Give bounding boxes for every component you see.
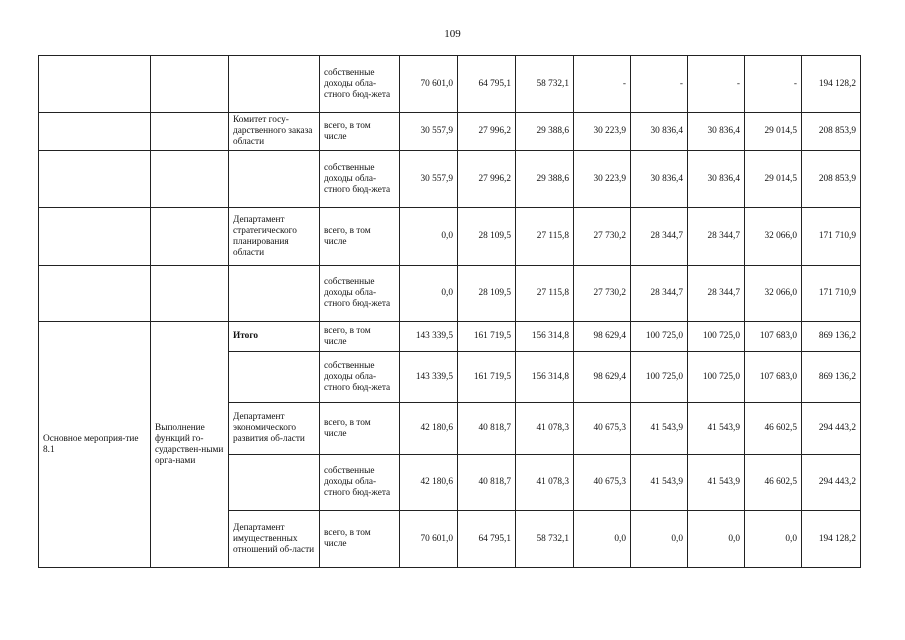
value-cell: 30 836,4 bbox=[688, 113, 745, 151]
value-cell: 64 795,1 bbox=[458, 56, 516, 113]
value-cell: 42 180,6 bbox=[400, 455, 458, 511]
activity-cell bbox=[39, 151, 151, 208]
value-cell: 41 078,3 bbox=[516, 403, 574, 455]
executor-cell bbox=[229, 455, 320, 511]
table-row bbox=[39, 322, 861, 352]
value-cell: 64 795,1 bbox=[458, 511, 516, 568]
activity-name-cell: Выполнение функций го-сударствен-ными орга-нами bbox=[151, 322, 229, 568]
activity-cell bbox=[39, 208, 151, 266]
value-cell: 100 725,0 bbox=[631, 322, 688, 352]
value-cell: 40 675,3 bbox=[574, 403, 631, 455]
value-cell: 143 339,5 bbox=[400, 322, 458, 352]
value-cell: 32 066,0 bbox=[745, 208, 802, 266]
value-cell: 41 543,9 bbox=[688, 455, 745, 511]
value-cell: 0,0 bbox=[400, 208, 458, 266]
table-row bbox=[39, 208, 861, 266]
activity-name-cell bbox=[151, 208, 229, 266]
value-cell: 0,0 bbox=[631, 511, 688, 568]
funding-source-cell: всего, в том числе bbox=[320, 113, 400, 151]
total-cell: 194 128,2 bbox=[802, 511, 861, 568]
total-cell: 869 136,2 bbox=[802, 352, 861, 403]
table-row bbox=[39, 56, 861, 113]
value-cell: 41 543,9 bbox=[688, 403, 745, 455]
value-cell: 100 725,0 bbox=[688, 352, 745, 403]
value-cell: 46 602,5 bbox=[745, 455, 802, 511]
value-cell: 29 388,6 bbox=[516, 151, 574, 208]
page-number: 109 bbox=[444, 28, 461, 40]
value-cell: 100 725,0 bbox=[631, 352, 688, 403]
executor-cell: Департамент имущественных отношений об-ласти bbox=[229, 511, 320, 568]
funding-source-cell: всего, в том числе bbox=[320, 403, 400, 455]
activity-cell bbox=[39, 266, 151, 322]
value-cell: 30 223,9 bbox=[574, 151, 631, 208]
value-cell: - bbox=[631, 56, 688, 113]
value-cell: 29 014,5 bbox=[745, 151, 802, 208]
total-cell: 171 710,9 bbox=[802, 208, 861, 266]
table-row bbox=[39, 113, 861, 151]
value-cell: - bbox=[574, 56, 631, 113]
value-cell: 98 629,4 bbox=[574, 352, 631, 403]
value-cell: 70 601,0 bbox=[400, 511, 458, 568]
value-cell: 107 683,0 bbox=[745, 352, 802, 403]
activity-name-cell bbox=[151, 113, 229, 151]
value-cell: - bbox=[745, 56, 802, 113]
value-cell: 70 601,0 bbox=[400, 56, 458, 113]
value-cell: 30 557,9 bbox=[400, 113, 458, 151]
total-cell: 869 136,2 bbox=[802, 322, 861, 352]
total-cell: 171 710,9 bbox=[802, 266, 861, 322]
value-cell: 98 629,4 bbox=[574, 322, 631, 352]
activity-cell bbox=[39, 113, 151, 151]
value-cell: 28 344,7 bbox=[631, 208, 688, 266]
value-cell: 28 109,5 bbox=[458, 266, 516, 322]
total-cell: 294 443,2 bbox=[802, 455, 861, 511]
activity-name-cell bbox=[151, 56, 229, 113]
value-cell: 107 683,0 bbox=[745, 322, 802, 352]
value-cell: 28 109,5 bbox=[458, 208, 516, 266]
value-cell: 143 339,5 bbox=[400, 352, 458, 403]
value-cell: 41 543,9 bbox=[631, 403, 688, 455]
funding-source-cell: собственные доходы обла-стного бюд-жета bbox=[320, 352, 400, 403]
total-cell: 294 443,2 bbox=[802, 403, 861, 455]
value-cell: 28 344,7 bbox=[688, 208, 745, 266]
activity-name-cell bbox=[151, 151, 229, 208]
value-cell: 0,0 bbox=[688, 511, 745, 568]
value-cell: 0,0 bbox=[574, 511, 631, 568]
value-cell: 161 719,5 bbox=[458, 322, 516, 352]
executor-cell bbox=[229, 266, 320, 322]
value-cell: 27 115,8 bbox=[516, 266, 574, 322]
funding-source-cell: всего, в том числе bbox=[320, 511, 400, 568]
executor-cell: Департамент экономического развития об-ласти bbox=[229, 403, 320, 455]
activity-cell bbox=[39, 56, 151, 113]
value-cell: 46 602,5 bbox=[745, 403, 802, 455]
value-cell: 28 344,7 bbox=[631, 266, 688, 322]
total-cell: 194 128,2 bbox=[802, 56, 861, 113]
total-cell: 208 853,9 bbox=[802, 151, 861, 208]
activity-cell: Основное мероприя-тие 8.1 bbox=[39, 322, 151, 568]
budget-table bbox=[38, 55, 861, 568]
value-cell: 30 836,4 bbox=[688, 151, 745, 208]
value-cell: 41 078,3 bbox=[516, 455, 574, 511]
funding-source-cell: собственные доходы обла-стного бюд-жета bbox=[320, 151, 400, 208]
funding-source-cell: собственные доходы обла-стного бюд-жета bbox=[320, 455, 400, 511]
value-cell: 41 543,9 bbox=[631, 455, 688, 511]
total-cell: 208 853,9 bbox=[802, 113, 861, 151]
funding-source-cell: всего, в том числе bbox=[320, 208, 400, 266]
value-cell: 32 066,0 bbox=[745, 266, 802, 322]
activity-name-cell bbox=[151, 266, 229, 322]
value-cell: 30 557,9 bbox=[400, 151, 458, 208]
value-cell: 58 732,1 bbox=[516, 56, 574, 113]
value-cell: 30 836,4 bbox=[631, 113, 688, 151]
value-cell: 161 719,5 bbox=[458, 352, 516, 403]
value-cell: 156 314,8 bbox=[516, 322, 574, 352]
value-cell: 27 730,2 bbox=[574, 208, 631, 266]
executor-cell: Департамент стратегического планирования области bbox=[229, 208, 320, 266]
executor-cell bbox=[229, 56, 320, 113]
table-row bbox=[39, 151, 861, 208]
value-cell: 30 223,9 bbox=[574, 113, 631, 151]
value-cell: 58 732,1 bbox=[516, 511, 574, 568]
value-cell: 27 730,2 bbox=[574, 266, 631, 322]
table-row bbox=[39, 266, 861, 322]
value-cell: 0,0 bbox=[745, 511, 802, 568]
executor-cell bbox=[229, 352, 320, 403]
value-cell: 100 725,0 bbox=[688, 322, 745, 352]
value-cell: 30 836,4 bbox=[631, 151, 688, 208]
executor-cell: Комитет госу-дарственного заказа области bbox=[229, 113, 320, 151]
value-cell: 40 818,7 bbox=[458, 403, 516, 455]
value-cell: 40 818,7 bbox=[458, 455, 516, 511]
funding-source-cell: собственные доходы обла-стного бюд-жета bbox=[320, 56, 400, 113]
value-cell: 27 996,2 bbox=[458, 113, 516, 151]
value-cell: 42 180,6 bbox=[400, 403, 458, 455]
value-cell: 0,0 bbox=[400, 266, 458, 322]
value-cell: 27 996,2 bbox=[458, 151, 516, 208]
value-cell: 29 014,5 bbox=[745, 113, 802, 151]
value-cell: 27 115,8 bbox=[516, 208, 574, 266]
value-cell: 156 314,8 bbox=[516, 352, 574, 403]
funding-source-cell: всего, в том числе bbox=[320, 322, 400, 352]
value-cell: 28 344,7 bbox=[688, 266, 745, 322]
funding-source-cell: собственные доходы обла-стного бюд-жета bbox=[320, 266, 400, 322]
executor-cell: Итого bbox=[229, 322, 320, 352]
executor-cell bbox=[229, 151, 320, 208]
value-cell: - bbox=[688, 56, 745, 113]
value-cell: 40 675,3 bbox=[574, 455, 631, 511]
value-cell: 29 388,6 bbox=[516, 113, 574, 151]
